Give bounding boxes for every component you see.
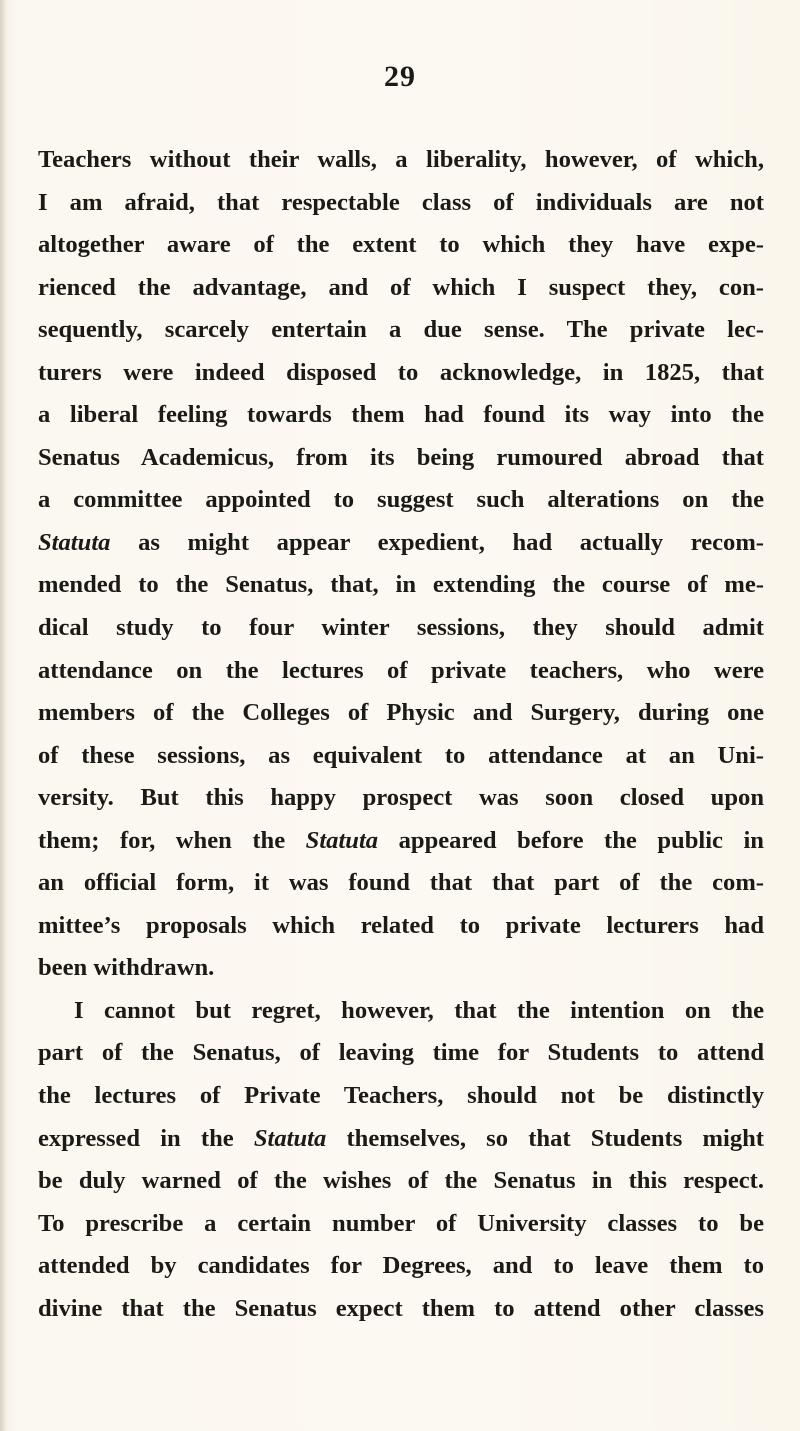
text-line: I am afraid, that respectable class of individuals are not — [38, 188, 764, 216]
text-line: I cannot but regret, however, that the intention on the — [74, 996, 764, 1024]
text-line — [38, 820, 764, 863]
text-line: the lectures of Private Teachers, should not be distinctly — [38, 1082, 764, 1110]
line-text: expressed in the — [38, 1124, 254, 1152]
page-binding-edge — [0, 0, 6, 1431]
text-line: been withdrawn. — [38, 954, 215, 982]
text-line: attended by candidates for Degrees, and to leave them to — [38, 1252, 764, 1280]
text-line: an official form, it was found that that part of the com- — [38, 869, 764, 897]
text-line: a committee appointed to suggest such alterations on the — [38, 486, 764, 514]
statuta-italic: Statuta — [305, 826, 379, 854]
body-text — [38, 139, 764, 1330]
text-line: part of the Senatus, of leaving time for Students to attend — [38, 1039, 764, 1067]
statuta-italic: Statuta — [253, 1124, 327, 1152]
text-line: Teachers without their walls, a liberality, however, of which, — [38, 146, 764, 173]
text-line: sequently, scarcely entertain a due sense. The private lec- — [38, 316, 764, 344]
text-line: dical study to four winter sessions, they should admit — [38, 614, 764, 642]
text-line: mended to the Senatus, that, in extending the course of me- — [38, 571, 764, 599]
text-line: attendance on the lectures of private teachers, who were — [38, 656, 764, 684]
text-line: versity. But this happy prospect was soon closed upon — [38, 784, 764, 812]
text-line: a liberal feeling towards them had found its way into the — [38, 401, 764, 429]
text-line: Senatus Academicus, from its being rumoured abroad that — [38, 443, 764, 471]
text-line: rienced the advantage, and of which I suspect they, con- — [38, 273, 764, 301]
text-line — [38, 1118, 764, 1161]
text-line: mittee’s proposals which related to private lecturers had — [38, 911, 764, 939]
text-line: of these sessions, as equivalent to attendance at an Uni- — [38, 741, 764, 769]
line-text: appeared before the public in — [378, 826, 764, 854]
line-text: them; for, when the — [38, 826, 306, 854]
text-line: turers were indeed disposed to acknowledge, in 1825, that — [38, 358, 764, 386]
text-line: altogether aware of the extent to which they have expe- — [38, 231, 764, 259]
text-line: be duly warned of the wishes of the Senatus in this respect. — [38, 1167, 764, 1195]
line-text: as might appear expedient, had actually recom- — [110, 528, 764, 556]
text-line: members of the Colleges of Physic and Surgery, during one — [38, 699, 764, 727]
text-line — [38, 522, 764, 565]
text-line: divine that the Senatus expect them to attend other classes — [38, 1294, 764, 1322]
page-number: 29 — [384, 60, 416, 93]
line-text: themselves, so that Students might — [326, 1124, 764, 1152]
statuta-italic: Statuta — [38, 528, 111, 556]
text-line: To prescribe a certain number of University classes to be — [38, 1209, 764, 1237]
